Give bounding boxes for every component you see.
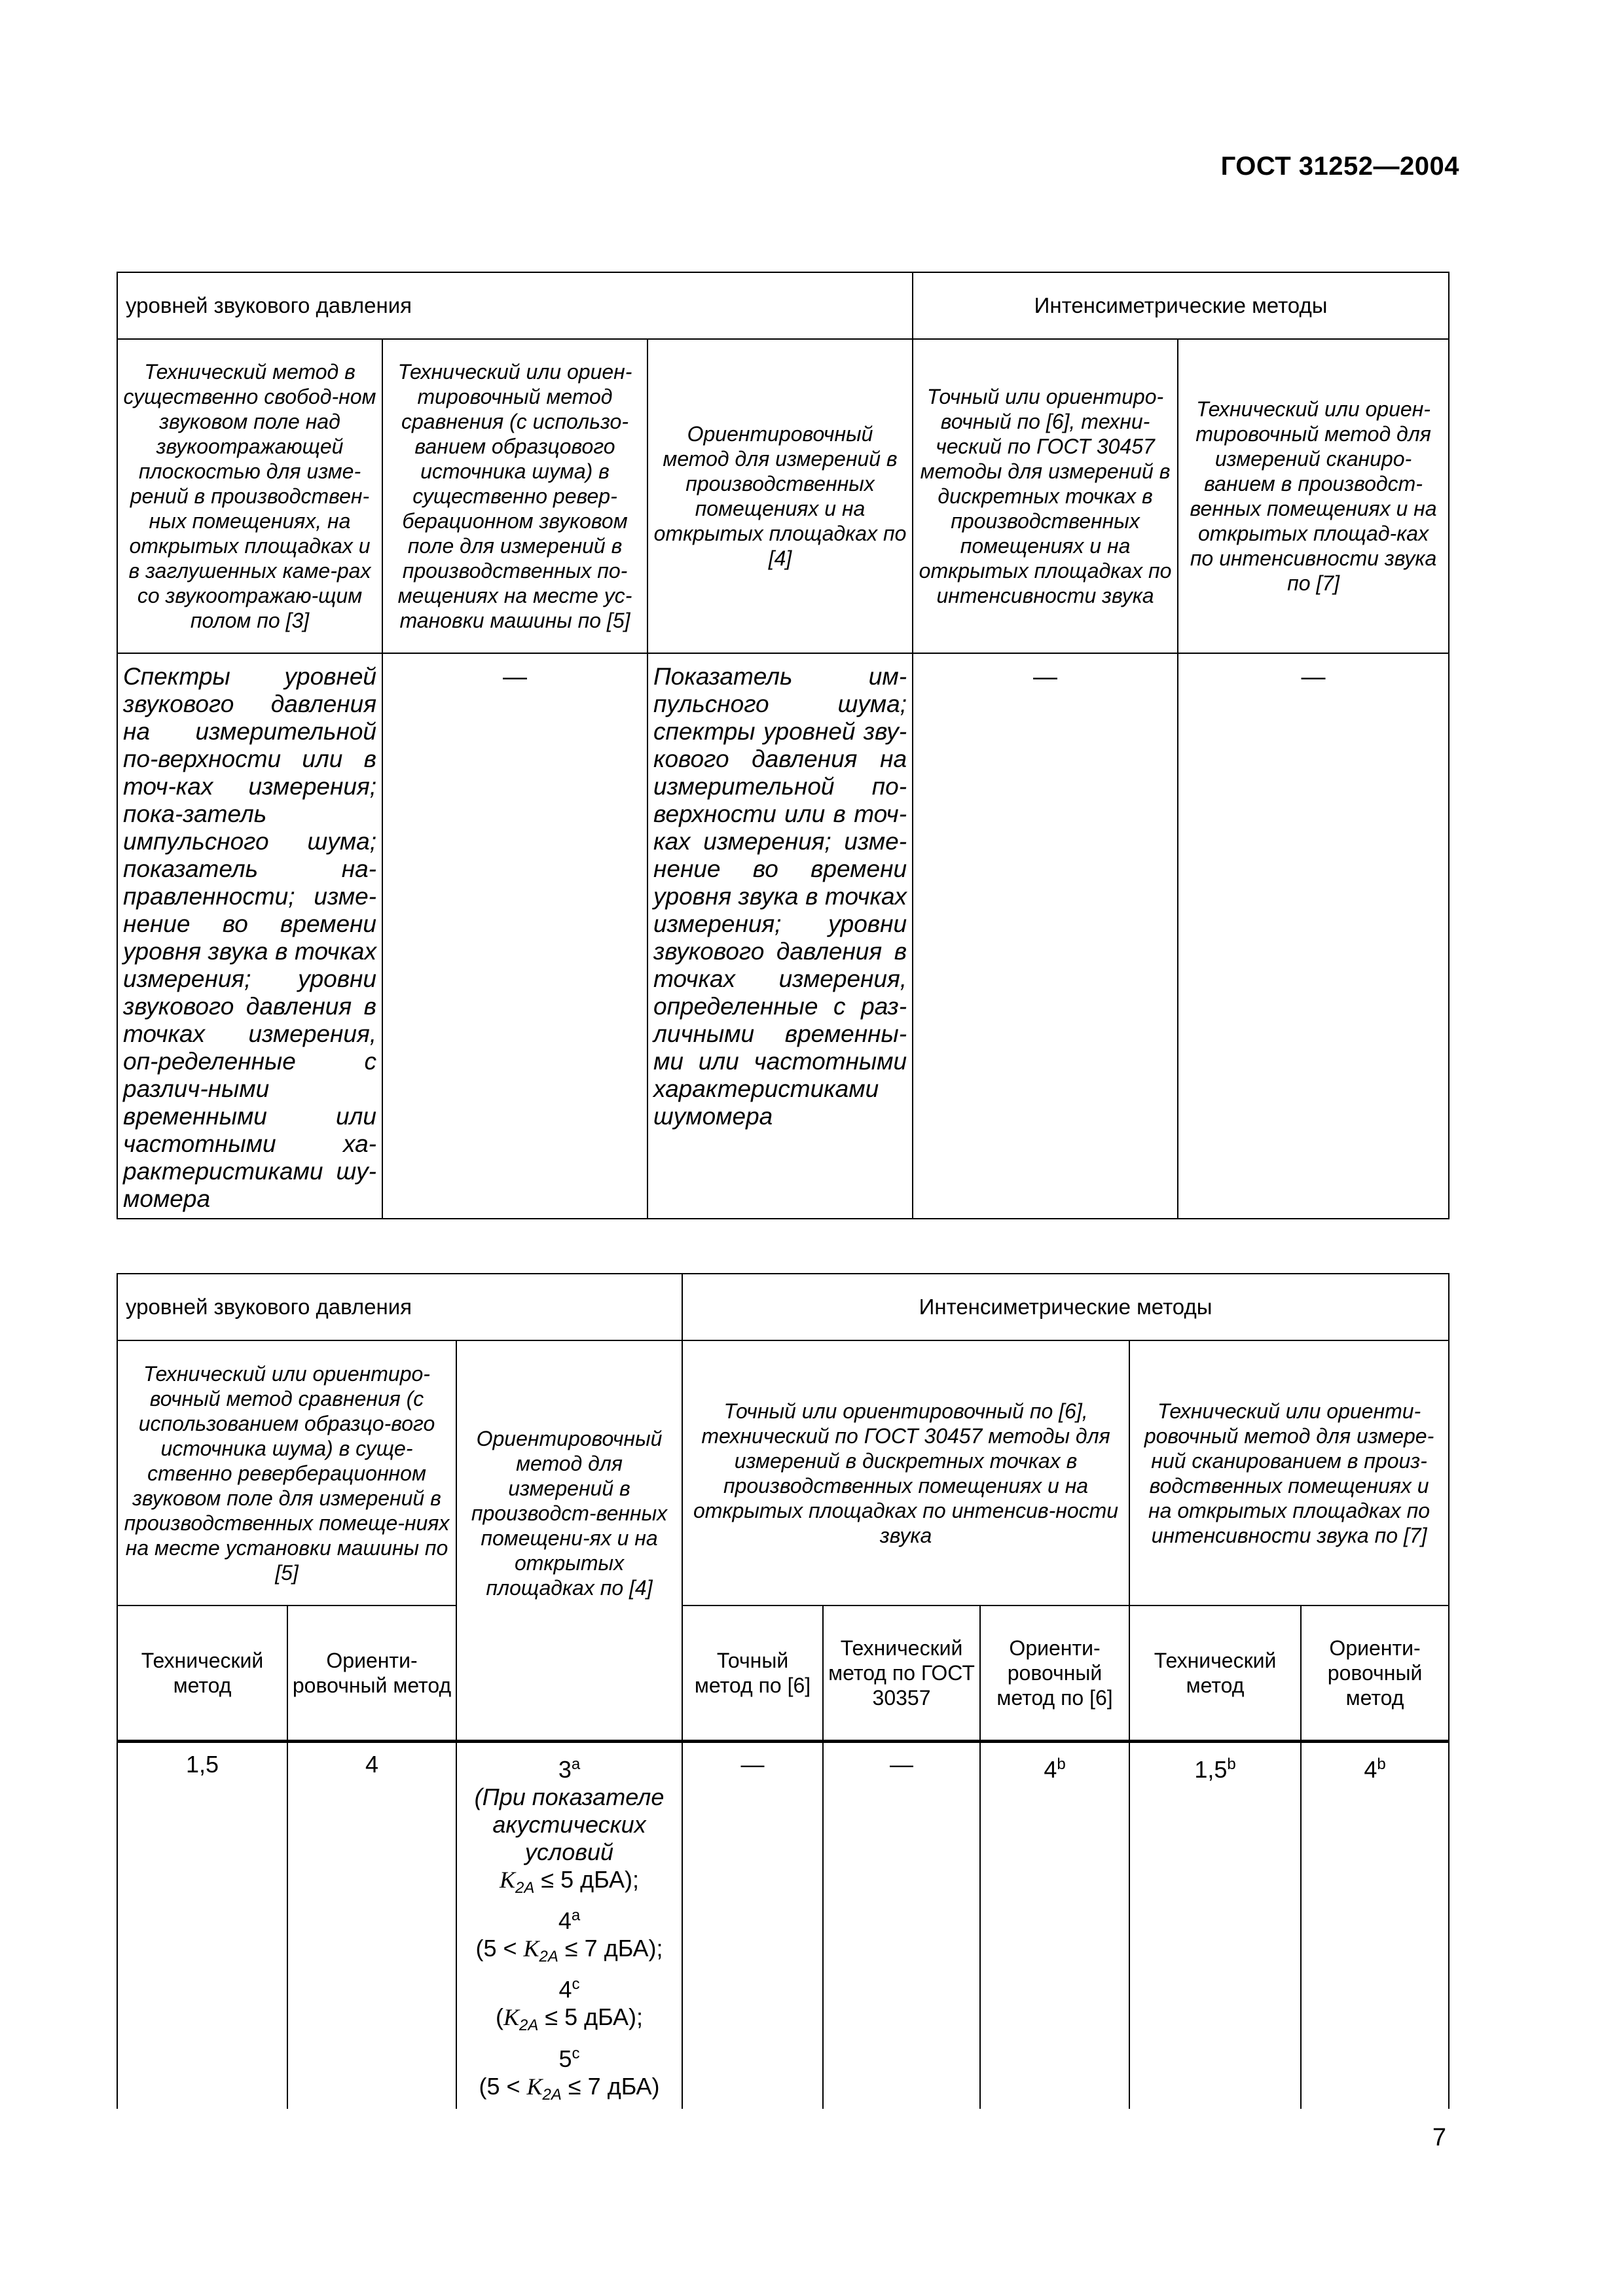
subheader-text: Ориенти-ровочный метод: [292, 1649, 452, 1697]
subcolumn-header: [117, 1605, 287, 1742]
value-text: 5: [558, 2045, 572, 2072]
condition-text: (При показателе акустических условий: [474, 1784, 665, 1865]
column-header: Технический или ориентиро-вочный метод сравнения (с использованием образцо-вого источника шума) в суще-ственно реверберационном звуковом поле для измерений в производственных помеще-ниях на месте установки машины по [5]: [117, 1340, 456, 1605]
condition-text: (5 <: [479, 2072, 527, 2100]
footnote-mark: а: [571, 1755, 581, 1773]
value-cell: 4: [287, 1742, 456, 2109]
footnote-mark: b: [1227, 1755, 1236, 1773]
k-symbol: K: [500, 1867, 516, 1893]
value-text: 4: [1364, 1756, 1377, 1783]
table-cell: —: [913, 653, 1178, 1219]
value-text: 3: [558, 1756, 572, 1783]
k-subscript: 2A: [515, 1879, 535, 1897]
footnote-mark: с: [572, 1975, 580, 1994]
subheader-text: Технический метод: [1154, 1649, 1277, 1697]
value-cell: —: [682, 1742, 823, 2109]
column-header: Технический или ориенти-ровочный метод для измере-ний сканированием в произ-водственных помещениях и на открытых площадках по интенсивности звука по [7]: [1129, 1340, 1449, 1605]
page-number: 7: [1432, 2124, 1446, 2151]
subheader-text: Ориенти-ровочный метод: [1327, 1636, 1423, 1710]
k-symbol: K: [523, 1935, 539, 1962]
condition-text: ≤ 5 дБА);: [538, 2003, 644, 2031]
subheader-text: Точный метод по [6]: [694, 1649, 811, 1697]
subcolumn-header: [287, 1605, 456, 1742]
k-subscript: 2A: [539, 1948, 558, 1966]
table-cell: Спектры уровней звукового давления на измерительной по-верхности или в точ-ках измерения; пока-затель импульсного шума; показатель на-правленности; изме-нение во времени уровня звука в точках измерения; уровни звукового давления в точках измерения, оп-ределенные с различ-ными временными или частотными ха-рактеристиками шу-момера: [117, 653, 382, 1219]
condition-text: ≤ 7 дБА): [561, 2072, 660, 2100]
subheader-text: Технический метод по ГОСТ 30357: [828, 1636, 975, 1710]
value-cell-conditions: [456, 1742, 682, 2109]
table-cell: —: [1178, 653, 1449, 1219]
methods-table-1: [117, 272, 1450, 1219]
column-header: Технический метод в существенно свобод-ном звуковом поле над звукоотражающей плоскостью для изме-рений в производствен-ных помещениях, на открытых площадках и в заглушенных каме-рах со звукоотражаю-щим полом по [3]: [117, 339, 382, 653]
column-header: Технический или ориен-тировочный метод для измерений сканиро-ванием в производст-венных помещениях и на открытых площад-ках по интенсивности звука по [7]: [1178, 339, 1449, 653]
value-cell: —: [823, 1742, 980, 2109]
value-cell: 1,5: [117, 1742, 287, 2109]
k-symbol: K: [503, 2004, 520, 2031]
subcolumn-header: [682, 1605, 823, 1742]
subcolumn-header: [823, 1605, 980, 1742]
condition-text: (: [496, 2003, 503, 2031]
table-cell: Показатель им-пульсного шума; спектры уровней зву-кового давления на измерительной по-верхности или в точ-ках измерения; изме-нение во времени уровня звука в точках измерения; уровни звукового давления в точках измерения, определенные с раз-личными временны-ми или частотными характеристиками шумомера: [647, 653, 913, 1219]
value-cell: [1301, 1742, 1449, 2109]
subcolumn-header: [980, 1605, 1129, 1742]
value-text: 4: [558, 1976, 572, 2003]
value-text: 4: [558, 1907, 572, 1935]
subheader-text: Технический метод: [141, 1649, 264, 1697]
column-header: Технический или ориен-тировочный метод сравнения (с использо-ванием образцового источника шума) в существенно ревер-берационном звуковом поле для измерений в производственных по-мещениях на месте ус-тановки машины по [5]: [382, 339, 647, 653]
condition-text: (5 <: [475, 1935, 524, 1962]
value-cell: [1129, 1742, 1301, 2109]
group-header-intensimetric: Интенсиметрические методы: [682, 1274, 1449, 1340]
condition-text: ≤ 5 дБА);: [534, 1866, 640, 1893]
group-header-sound-pressure: уровней звукового давления: [117, 1274, 682, 1340]
footnote-mark: b: [1057, 1755, 1066, 1773]
subheader-text: Ориенти-ровочный метод по [6]: [996, 1636, 1113, 1710]
value-text: 4: [1044, 1756, 1057, 1783]
k-subscript: 2A: [542, 2085, 562, 2104]
column-header: Ориентировочный метод для измерений в производст-венных помещени-ях и на открытых площадках по [4]: [456, 1340, 682, 1742]
column-header: Ориентировочный метод для измерений в производственных помещениях и на открытых площадках по [4]: [647, 339, 913, 653]
k-symbol: K: [526, 2073, 543, 2100]
table-cell: —: [382, 653, 647, 1219]
group-header-intensimetric: Интенсиметрические методы: [913, 272, 1449, 339]
k-subscript: 2A: [519, 2017, 539, 2035]
column-header: Точный или ориентировочный по [6], технический по ГОСТ 30457 методы для измерений в дискретных точках в производственных помещениях и на открытых площадках по интенсив-ности звука: [682, 1340, 1129, 1605]
footnote-mark: а: [571, 1907, 581, 1925]
condition-text: ≤ 7 дБА);: [558, 1935, 663, 1962]
document-id: ГОСТ 31252—2004: [1220, 152, 1459, 181]
footnote-mark: b: [1377, 1755, 1386, 1773]
value-text: 1,5: [1194, 1756, 1228, 1783]
column-header: Точный или ориентиро-вочный по [6], техни-ческий по ГОСТ 30457 методы для измерений в дискретных точках в производственных помещениях и на открытых площадках по интенсивности звука: [913, 339, 1178, 653]
value-cell: [980, 1742, 1129, 2109]
subcolumn-header: [1301, 1605, 1449, 1742]
methods-table-2: [117, 1273, 1450, 2109]
subcolumn-header: [1129, 1605, 1301, 1742]
group-header-sound-pressure: уровней звукового давления: [117, 272, 913, 339]
footnote-mark: с: [572, 2044, 580, 2062]
